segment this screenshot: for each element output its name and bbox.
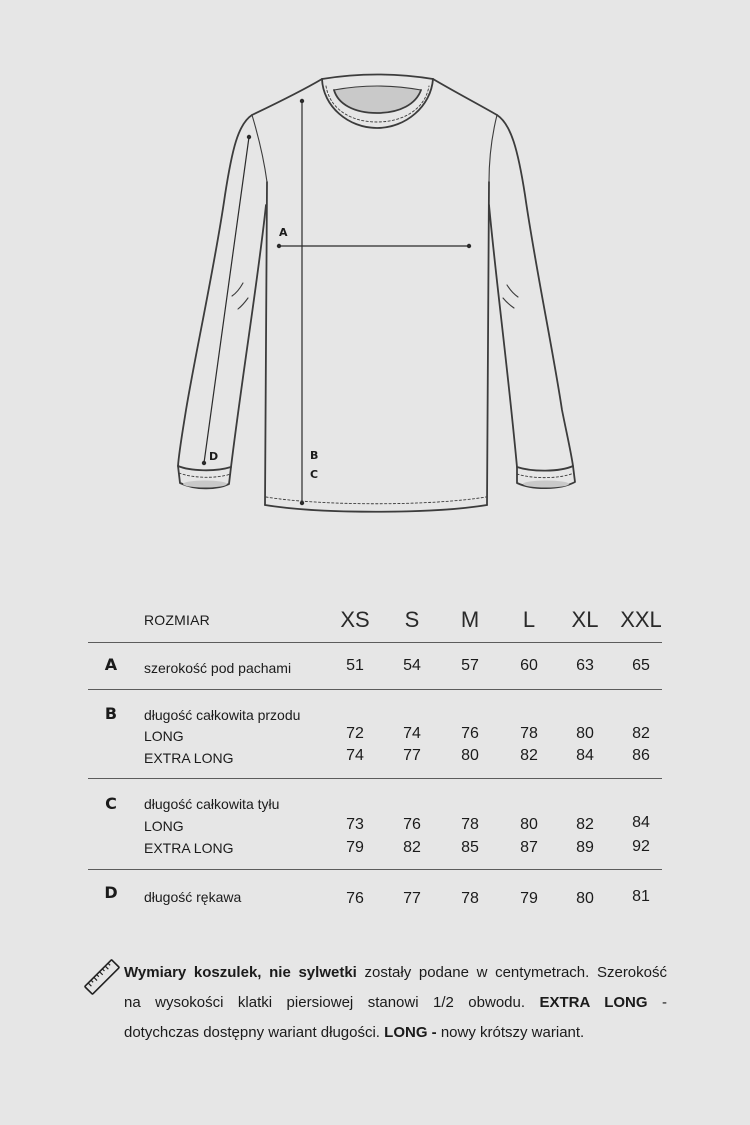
size-header-l: L [522,607,536,632]
size-header-m: M [460,607,480,632]
right-cuff-opening [523,481,569,488]
value-s: 77 [403,890,421,907]
value-s: 82 [403,839,421,856]
note-line-1 [124,963,667,983]
row-description: długość całkowita przodu [144,707,301,723]
right-armhole-seam [489,115,497,182]
right-sleeve-wrinkles [503,285,518,308]
value-xl: 82 [576,816,594,833]
measurement-d-top-dot [247,135,251,139]
left-cuff-stitching [179,473,231,477]
value-m: 85 [461,839,479,856]
hem-stitching [266,497,486,504]
body-right-side [487,182,489,505]
value-xxl: 86 [632,747,650,764]
collar-inside-fabric [334,86,421,113]
value-s: 74 [403,725,421,742]
note-emphasis: LONG - [384,1024,437,1041]
size-header-xl: XL [571,607,599,632]
measurement-a [277,226,471,248]
note-line-3 [124,1023,667,1043]
value-xl: 84 [576,747,594,764]
measurement-a-label: A [279,226,288,239]
measurement-d-bottom-dot [202,461,206,465]
row-letter: A [104,655,118,674]
note-text: zostały podane w centymetrach. Szerokość [364,964,667,981]
value-l: 82 [520,747,538,764]
shirt-size-diagram [0,0,750,560]
value-xxl: 81 [632,888,650,905]
left-sleeve-wrinkles [232,283,248,309]
value-xl: 89 [576,839,594,856]
row-description: długość rękawa [144,889,242,905]
note-text: dotychczas dostępny wariant długości. [124,1024,380,1041]
value-xs: 72 [346,725,364,742]
value-xxl: 65 [632,657,650,674]
value-l: 87 [520,839,538,856]
value-m: 78 [461,890,479,907]
value-xxl: 92 [632,838,650,855]
measurement-bc [300,99,319,505]
measurement-bc-bottom-dot [300,501,304,505]
variant-label: LONG [144,818,184,834]
value-xl: 80 [576,725,594,742]
measurement-a-start-dot [277,244,281,248]
value-s: 54 [403,657,421,674]
row-divider [88,778,662,779]
value-m: 78 [461,816,479,833]
measurement-d-label: D [209,450,219,463]
row-letter: B [104,704,118,723]
value-m: 57 [461,657,479,674]
value-l: 60 [520,657,538,674]
value-xxl: 82 [632,725,650,742]
right-cuff-stitching [517,473,574,478]
left-sleeve-outer [178,115,252,466]
ruler-icon [82,957,122,997]
row-description: długość całkowita tyłu [144,796,280,812]
value-xxl: 84 [632,814,650,831]
note-emphasis: Wymiary koszulek, nie sylwetki [124,964,357,981]
value-xl: 80 [576,890,594,907]
body-left-side [265,182,267,505]
size-header-xxl: XXL [620,607,662,632]
note-text: nowy krótszy wariant. [440,1024,585,1041]
size-header-s: S [404,607,420,632]
hem [265,505,487,512]
left-sleeve-inner [231,205,266,467]
row-letter: D [104,883,118,902]
row-divider [88,642,662,643]
right-sleeve-inner [489,205,517,467]
left-shoulder [252,79,322,115]
left-armhole-seam [252,115,267,182]
row-divider [88,689,662,690]
value-xs: 79 [346,839,364,856]
value-xs: 73 [346,816,364,833]
row-letter: C [105,794,117,813]
right-sleeve-outer [497,115,573,466]
value-xl: 63 [576,657,594,674]
variant-label: EXTRA LONG [144,840,234,856]
value-xs: 51 [346,657,364,674]
variant-label: LONG [144,728,184,744]
value-m: 80 [461,747,479,764]
right-shoulder [433,79,497,115]
value-l: 78 [520,725,538,742]
value-xs: 76 [346,890,364,907]
variant-label: EXTRA LONG [144,750,234,766]
size-header-xs: XS [340,607,370,632]
value-m: 76 [461,725,479,742]
size-column-label: ROZMIAR [144,612,210,628]
measurement-a-end-dot [467,244,471,248]
measurement-b-label: B [310,449,319,462]
value-s: 76 [403,816,421,833]
value-xs: 74 [346,747,364,764]
left-cuff-opening [183,481,227,488]
note-emphasis: EXTRA LONG [539,994,648,1011]
note-line-2 [124,993,667,1013]
row-description: szerokość pod pachami [144,660,292,676]
measurement-c-label: C [310,468,319,481]
note-text: - [662,994,667,1011]
shirt-outline [178,75,575,512]
note-text: na wysokości klatki piersiowej stanowi 1/2 obwodu. [124,994,526,1011]
value-l: 79 [520,890,538,907]
measurement-bc-top-dot [300,99,304,103]
collar-back-edge [322,75,433,80]
row-divider [88,869,662,870]
value-s: 77 [403,747,421,764]
value-l: 80 [520,816,538,833]
